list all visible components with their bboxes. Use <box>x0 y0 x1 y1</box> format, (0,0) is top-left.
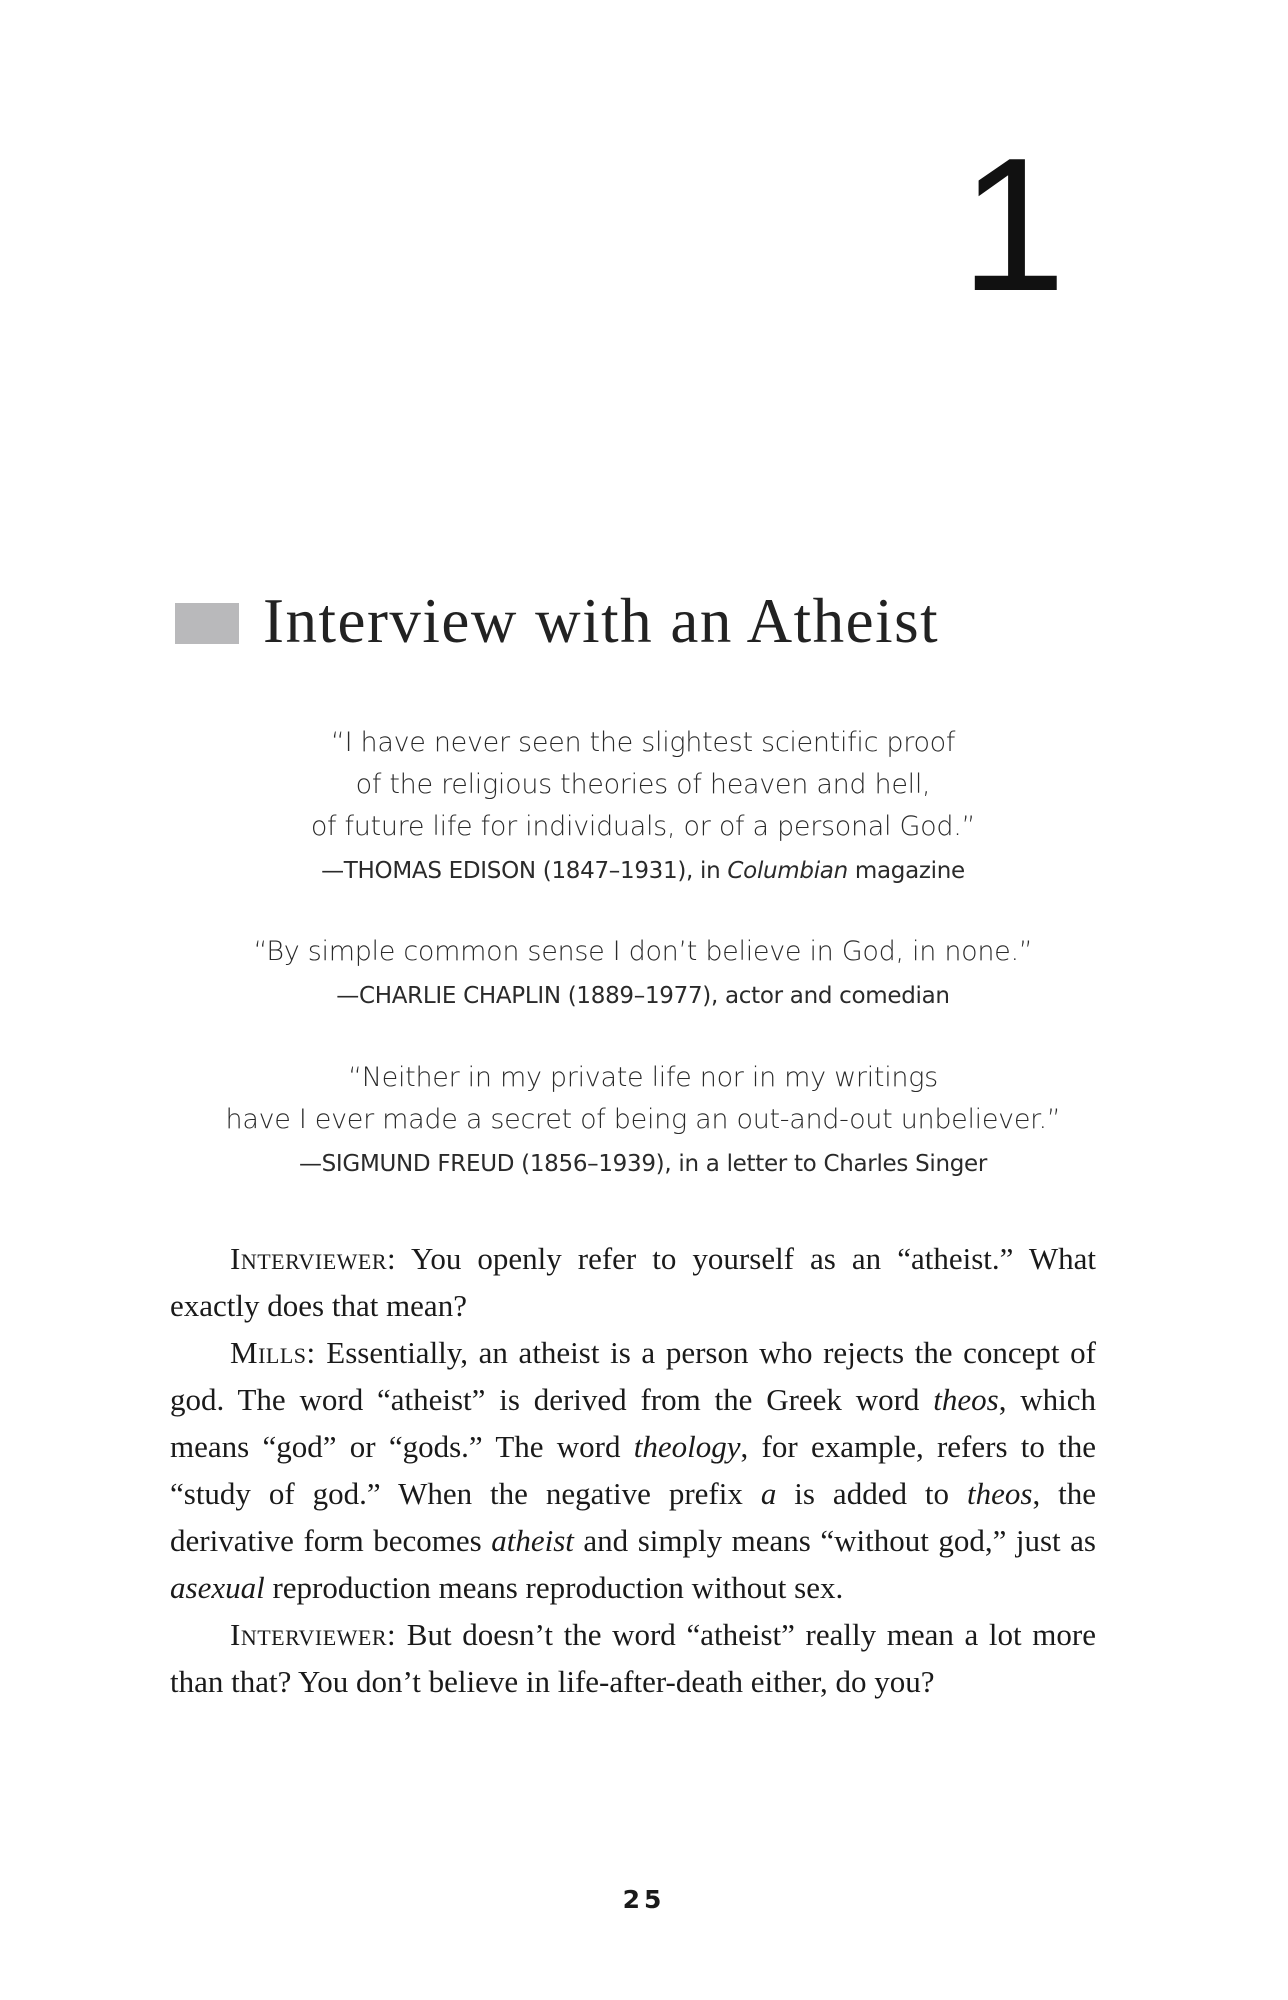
epigraph-quote-line: of future life for individuals, or of a personal God.” <box>310 811 976 842</box>
dialogue-text: , for example, refers to the “study of god.” When the negative prefix <box>170 1429 1097 1511</box>
italic-term: a <box>760 1476 777 1511</box>
dialogue-text: , which means “god” or “gods.” The word <box>170 1382 1096 1464</box>
epigraph-attribution <box>170 852 1116 890</box>
dialogue-paragraph <box>170 1611 1096 1705</box>
epigraph-quote-line: “I have never seen the slightest scientific proof <box>330 727 956 758</box>
speaker-label: Mills: <box>230 1335 316 1370</box>
title-marker-box <box>175 603 239 644</box>
italic-term: atheist <box>491 1523 574 1558</box>
epigraph-quote-line: “Neither in my private life nor in my writings <box>348 1062 938 1093</box>
speaker-label: Interviewer: <box>230 1617 397 1652</box>
attribution-source: Columbian <box>727 858 848 884</box>
epigraph-quote-line: have I ever made a secret of being an out-and-out unbeliever.” <box>225 1104 1061 1135</box>
dialogue-paragraph <box>170 1329 1096 1611</box>
epigraph-quote-line: “By simple common sense I don’t believe in God, in none.” <box>253 936 1033 967</box>
chapter-heading <box>175 585 939 658</box>
dialogue-text: Essentially, an atheist is a person who rejects the concept of god. The word “atheist” is derived from the Greek word <box>170 1335 1096 1417</box>
epigraph-attribution: —SIGMUND FREUD (1856–1939), in a letter to Charles Singer <box>298 1151 988 1177</box>
epigraph-freud <box>170 1057 1116 1183</box>
page-number: 25 <box>622 1885 666 1914</box>
dialogue-text: But doesn’t the word “atheist” really mean a lot more than that? You don’t believe in life-after-death either, do you? <box>170 1617 1096 1699</box>
body-text <box>170 1235 1096 1705</box>
speaker-label: Interviewer: <box>230 1241 397 1276</box>
epigraph-chaplin <box>170 931 1116 1015</box>
dialogue-text: , the derivative form becomes <box>170 1476 1097 1558</box>
epigraph-quote-line: of the religious theories of heaven and hell, <box>355 769 931 800</box>
dialogue-text: is added to <box>776 1476 967 1511</box>
italic-term: asexual <box>170 1570 265 1605</box>
epigraph-attribution: —CHARLIE CHAPLIN (1889–1977), actor and comedian <box>336 983 950 1009</box>
italic-term: theos <box>967 1476 1033 1511</box>
chapter-title: Interview with an Atheist <box>263 586 940 656</box>
dialogue-text: reproduction means reproduction without sex. <box>264 1570 844 1605</box>
dialogue-paragraph <box>170 1235 1096 1329</box>
dialogue-text: and simply means “without god,” just as <box>573 1523 1096 1558</box>
attribution-text: magazine <box>847 858 965 884</box>
epigraph-edison <box>170 722 1116 890</box>
epigraphs <box>170 722 1116 1183</box>
italic-term: theology <box>633 1429 741 1464</box>
italic-term: theos <box>933 1382 999 1417</box>
chapter-number: 1 <box>960 119 1062 331</box>
dialogue-text: You openly refer to yourself as an “atheist.” What exactly does that mean? <box>170 1241 1096 1323</box>
attribution-text: —THOMAS EDISON (1847–1931), in <box>321 858 728 884</box>
